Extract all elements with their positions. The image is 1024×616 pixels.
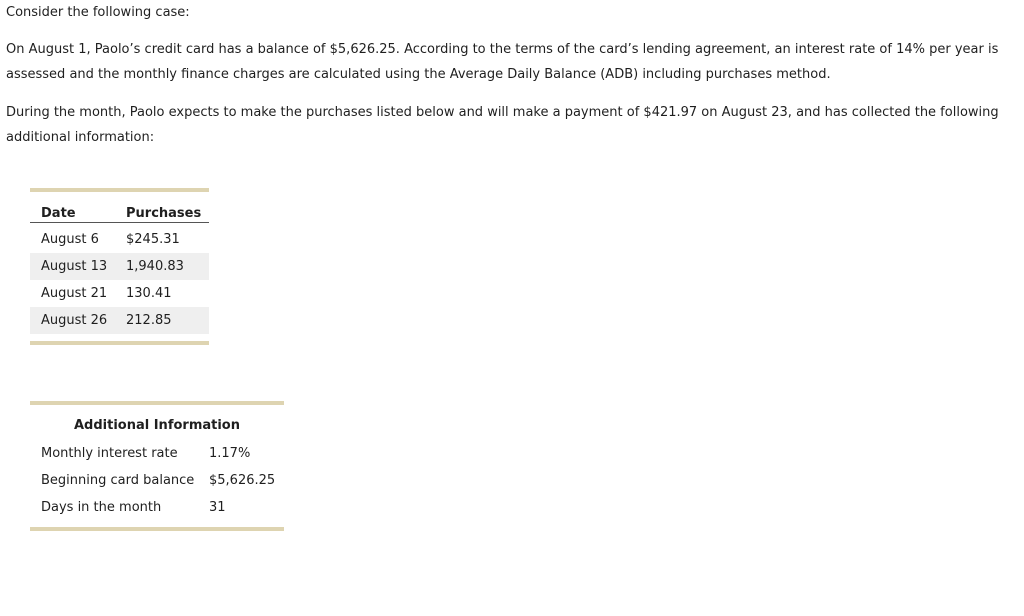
info-label: Beginning card balance (41, 473, 195, 488)
header-purchases: Purchases (126, 206, 202, 221)
table-row (30, 467, 284, 494)
table-row (30, 494, 284, 521)
header-divider (30, 222, 209, 223)
row-purchase: $245.31 (126, 232, 180, 247)
info-value: $5,626.25 (209, 473, 276, 488)
case-paragraph: On August 1, Paolo’s credit card has a balance of $5,626.25. According to the terms of the card’s lending agreement, an interest rate of 14% per year is assessed and the monthly finance charges are calculated using the Average Daily Balance (ADB) including purchases method. (6, 42, 999, 82)
table-row (30, 440, 284, 467)
row-date: August 26 (41, 313, 108, 328)
table-row (30, 226, 209, 253)
row-purchase: 130.41 (126, 286, 172, 301)
purchases-paragraph: During the month, Paolo expects to make the purchases listed below and will make a payment of $421.97 on August 23, and has collected the following additional information: (6, 105, 999, 145)
intro-text: Consider the following case: (6, 5, 190, 20)
additional-info-title: Additional Information (73, 418, 240, 433)
header-date: Date (41, 206, 76, 221)
table-row (30, 253, 209, 280)
table-row (30, 280, 209, 307)
row-date: August 21 (41, 286, 108, 301)
row-date: August 6 (41, 232, 99, 247)
purchases-table (30, 188, 209, 345)
row-date: August 13 (41, 259, 108, 274)
info-label: Monthly interest rate (41, 446, 178, 461)
additional-info-table (30, 401, 284, 531)
info-value: 1.17% (209, 446, 251, 461)
row-purchase: 1,940.83 (126, 259, 184, 274)
table-row (30, 307, 209, 334)
info-value: 31 (209, 500, 226, 515)
info-label: Days in the month (41, 500, 162, 515)
row-purchase: 212.85 (126, 313, 172, 328)
